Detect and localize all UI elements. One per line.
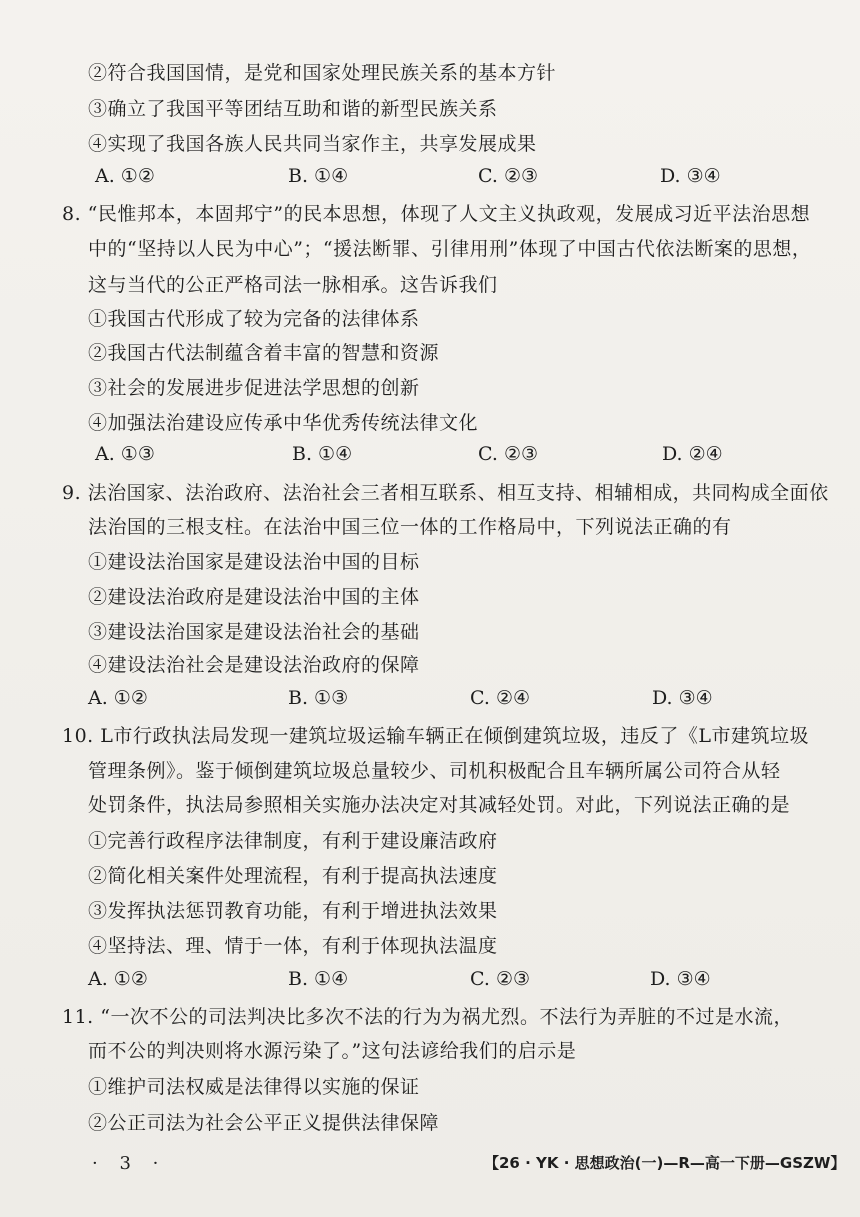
q9-choice-d: D. ③④ — [652, 687, 713, 709]
q9-choice-b: B. ①③ — [288, 687, 349, 709]
q11-stem-line-2: 而不公的判决则将水源污染了。”这句法谚给我们的启示是 — [88, 1040, 577, 1062]
q7-choice-d: D. ③④ — [660, 165, 721, 187]
q8-option-2: ②我国古代法制蕴含着丰富的智慧和资源 — [88, 342, 440, 364]
q9-stem-line-1: 9. 法治国家、法治政府、法治社会三者相互联系、相互支持、相辅相成，共同构成全面依 — [62, 482, 829, 504]
q10-choice-c: C. ②③ — [470, 968, 531, 990]
q7-option-2: ②符合我国国情，是党和国家处理民族关系的基本方针 — [88, 62, 557, 84]
q10-option-2: ②简化相关案件处理流程，有利于提高执法速度 — [88, 865, 498, 887]
q10-option-4: ④坚持法、理、情于一体，有利于体现执法温度 — [88, 935, 498, 957]
q7-option-4: ④实现了我国各族人民共同当家作主，共享发展成果 — [88, 133, 537, 155]
q9-option-1: ①建设法治国家是建设法治中国的目标 — [88, 551, 420, 573]
q9-option-4: ④建设法治社会是建设法治政府的保障 — [88, 654, 420, 676]
q10-choice-d: D. ③④ — [650, 968, 711, 990]
q9-choice-c: C. ②④ — [470, 687, 531, 709]
q8-option-1: ①我国古代形成了较为完备的法律体系 — [88, 308, 420, 330]
q8-stem-line-1: 8. “民惟邦本，本固邦宁”的民本思想，体现了人文主义执政观，发展成习近平法治思想 — [62, 203, 811, 225]
exam-code: 【26 · YK · 思想政治(一)—R—高一下册—GSZW】 — [484, 1154, 846, 1172]
q7-choice-b: B. ①④ — [288, 165, 349, 187]
q8-choice-a: A. ①③ — [95, 443, 155, 465]
q10-stem-line-2: 管理条例》。鉴于倾倒建筑垃圾总量较少、司机积极配合且车辆所属公司符合从轻 — [88, 760, 781, 782]
q7-option-3: ③确立了我国平等团结互助和谐的新型民族关系 — [88, 98, 498, 120]
q9-option-2: ②建设法治政府是建设法治中国的主体 — [88, 586, 420, 608]
q11-option-1: ①维护司法权威是法律得以实施的保证 — [88, 1076, 420, 1098]
page-number: · 3 · — [92, 1153, 167, 1174]
q9-stem-line-2: 法治国的三根支柱。在法治中国三位一体的工作格局中，下列说法正确的有 — [88, 516, 732, 538]
q10-stem-line-3: 处罚条件，执法局参照相关实施办法决定对其减轻处罚。对此，下列说法正确的是 — [88, 794, 791, 816]
q10-choice-a: A. ①② — [88, 968, 148, 990]
q7-choice-a: A. ①② — [95, 165, 155, 187]
q8-stem-line-3: 这与当代的公正严格司法一脉相承。这告诉我们 — [88, 274, 498, 296]
q8-choice-d: D. ②④ — [662, 443, 723, 465]
q8-choice-b: B. ①④ — [292, 443, 353, 465]
q10-choice-b: B. ①④ — [288, 968, 349, 990]
q8-choice-c: C. ②③ — [478, 443, 539, 465]
q10-option-3: ③发挥执法惩罚教育功能，有利于增进执法效果 — [88, 900, 498, 922]
q10-option-1: ①完善行政程序法律制度，有利于建设廉洁政府 — [88, 830, 498, 852]
q8-option-4: ④加强法治建设应传承中华优秀传统法律文化 — [88, 412, 479, 434]
q11-option-2: ②公正司法为社会公平正义提供法律保障 — [88, 1112, 440, 1134]
q10-stem-line-1: 10. L市行政执法局发现一建筑垃圾运输车辆正在倾倒建筑垃圾，违反了《L市建筑垃圾 — [62, 725, 809, 747]
q8-stem-line-2: 中的“坚持以人民为中心”；“援法断罪、引律用刑”体现了中国古代依法断案的思想， — [88, 238, 812, 260]
q7-choice-c: C. ②③ — [478, 165, 539, 187]
q9-choice-a: A. ①② — [88, 687, 148, 709]
q11-stem-line-1: 11. “一次不公的司法判决比多次不法的行为为祸尤烈。不法行为弄脏的不过是水流， — [62, 1006, 793, 1028]
q9-option-3: ③建设法治国家是建设法治社会的基础 — [88, 621, 420, 643]
q8-option-3: ③社会的发展进步促进法学思想的创新 — [88, 377, 420, 399]
